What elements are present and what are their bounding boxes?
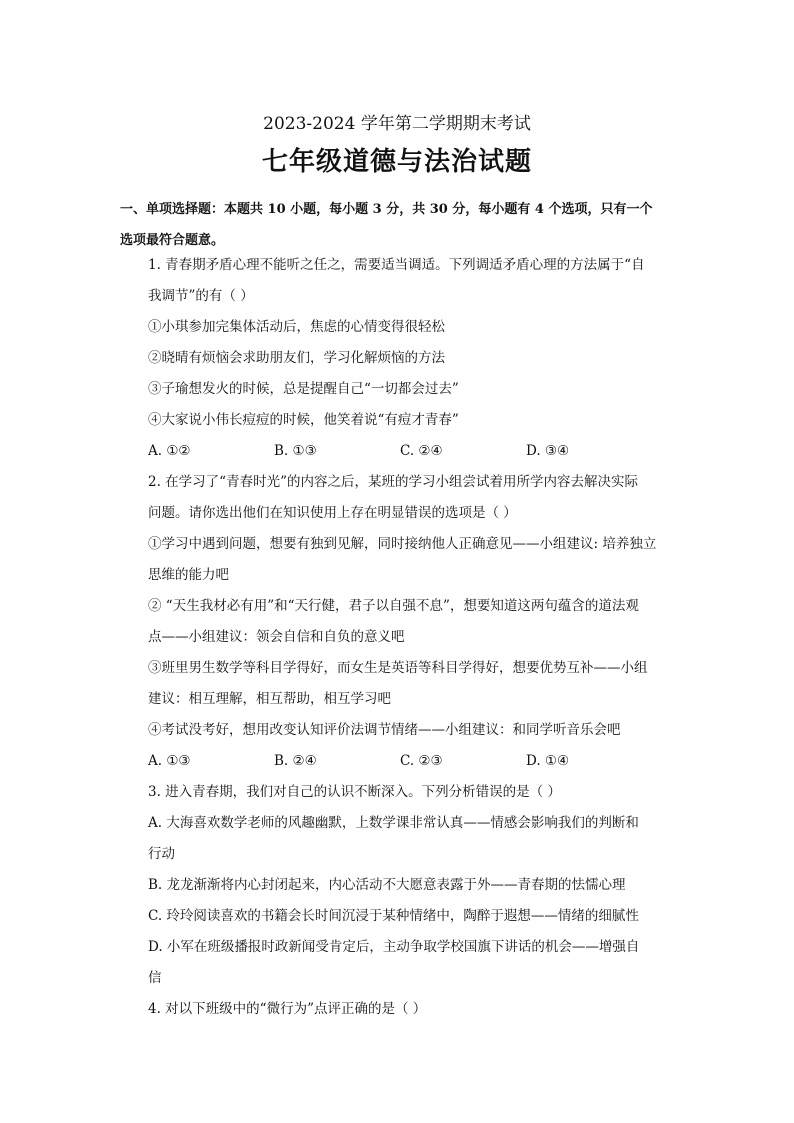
question-2-option-b: B. ②④ [274,753,317,769]
question-3-option-d-line-2: 信 [148,970,162,986]
question-4-stem: 4. 对以下班级中的“微行为”点评正确的是（ ） [148,1001,427,1017]
question-2-item-1-line-2: 思维的能力吧 [148,567,229,583]
question-2-option-d: D. ①④ [526,753,570,769]
question-1-options [148,436,682,467]
question-2-item-1-line-1: ①学习中遇到问题，想要有独到见解，同时接纳他人正确意见——小组建议: 培养独立 [148,536,657,552]
question-4 [148,994,682,1025]
question-2-option-a: A. ①③ [148,753,191,769]
question-2-option-c: C. ②③ [400,753,443,769]
question-2-item-2-line-2: 点——小组建议：领会自信和自负的意义吧 [148,629,405,645]
question-3 [148,777,682,994]
exam-title: 七年级道德与法治试题 [261,147,532,177]
question-2-item-3-line-2: 建议：相互理解，相互帮助，相互学习吧 [148,691,391,707]
question-3-option-d-line-1: D. 小军在班级播报时政新闻受肯定后，主动争取学校国旗下讲话的机会——增强自 [148,939,640,955]
section-heading-line-2: 选项最符合题意。 [120,233,225,248]
question-3-option-a-line-1: A. 大海喜欢数学老师的风趣幽默，上数学课非常认真——情感会影响我们的判断和 [148,815,639,831]
question-1-option-c: C. ②④ [400,443,443,459]
question-1-option-a: A. ①② [148,443,191,459]
question-1-stem-line-1: 1. 青春期矛盾心理不能听之任之，需要适当调适。下列调适矛盾心理的方法属于“自 [148,257,645,273]
question-2-item-2-line-1: ② “天生我材必有用”和“天行健，君子以自强不息”，想要知道这两句蕴含的道法观 [148,598,639,614]
exam-subtitle: 2023-2024 学年第二学期期末考试 [263,114,531,134]
question-1-item-1: ①小琪参加完集体活动后，焦虑的心情变得很轻松 [148,319,445,335]
question-1-stem-line-2: 我调节”的有（ ） [148,288,254,304]
question-2-stem-line-2: 问题。请你选出他们在知识使用上存在明显错误的选项是（ ） [148,505,517,521]
question-3-stem: 3. 进入青春期，我们对自己的认识不断深入。下列分析错误的是（ ） [148,784,561,800]
section-heading-line-1: 一、单项选择题：本题共 10 小题，每小题 3 分，共 30 分，每小题有 4 个选项，只有一个 [120,202,653,217]
question-1 [148,250,682,467]
question-2-item-3-line-1: ③班里男生数学等科目学得好，而女生是英语等科目学得好，想要优势互补——小组 [148,660,648,676]
question-1-item-2: ②晓晴有烦恼会求助朋友们，学习化解烦恼的方法 [148,350,445,366]
question-3-option-c: C. 玲玲阅读喜欢的书籍会长时间沉浸于某种情绪中，陶醉于遐想——情绪的细腻性 [148,908,639,924]
question-2-item-4: ④考试没考好，想用改变认知评价法调节情绪——小组建议：和同学听音乐会吧 [148,722,621,738]
question-3-option-b: B. 龙龙渐渐将内心封闭起来，内心活动不大愿意表露于外——青春期的怯懦心理 [148,877,626,893]
question-2 [148,467,682,777]
question-2-options [148,746,682,777]
question-1-item-4: ④大家说小伟长痘痘的时候，他笑着说“有痘才青春” [148,412,459,428]
question-3-option-a-line-2: 行动 [148,846,175,862]
question-2-stem-line-1: 2. 在学习了“青春时光”的内容之后，某班的学习小组尝试着用所学内容去解决实际 [148,474,638,490]
questions-body [148,250,682,1025]
section-heading [120,194,680,256]
question-1-option-b: B. ①③ [274,443,317,459]
question-1-item-3: ③子瑜想发火的时候，总是提醒自己“一切都会过去” [148,381,459,397]
question-1-option-d: D. ③④ [526,443,570,459]
